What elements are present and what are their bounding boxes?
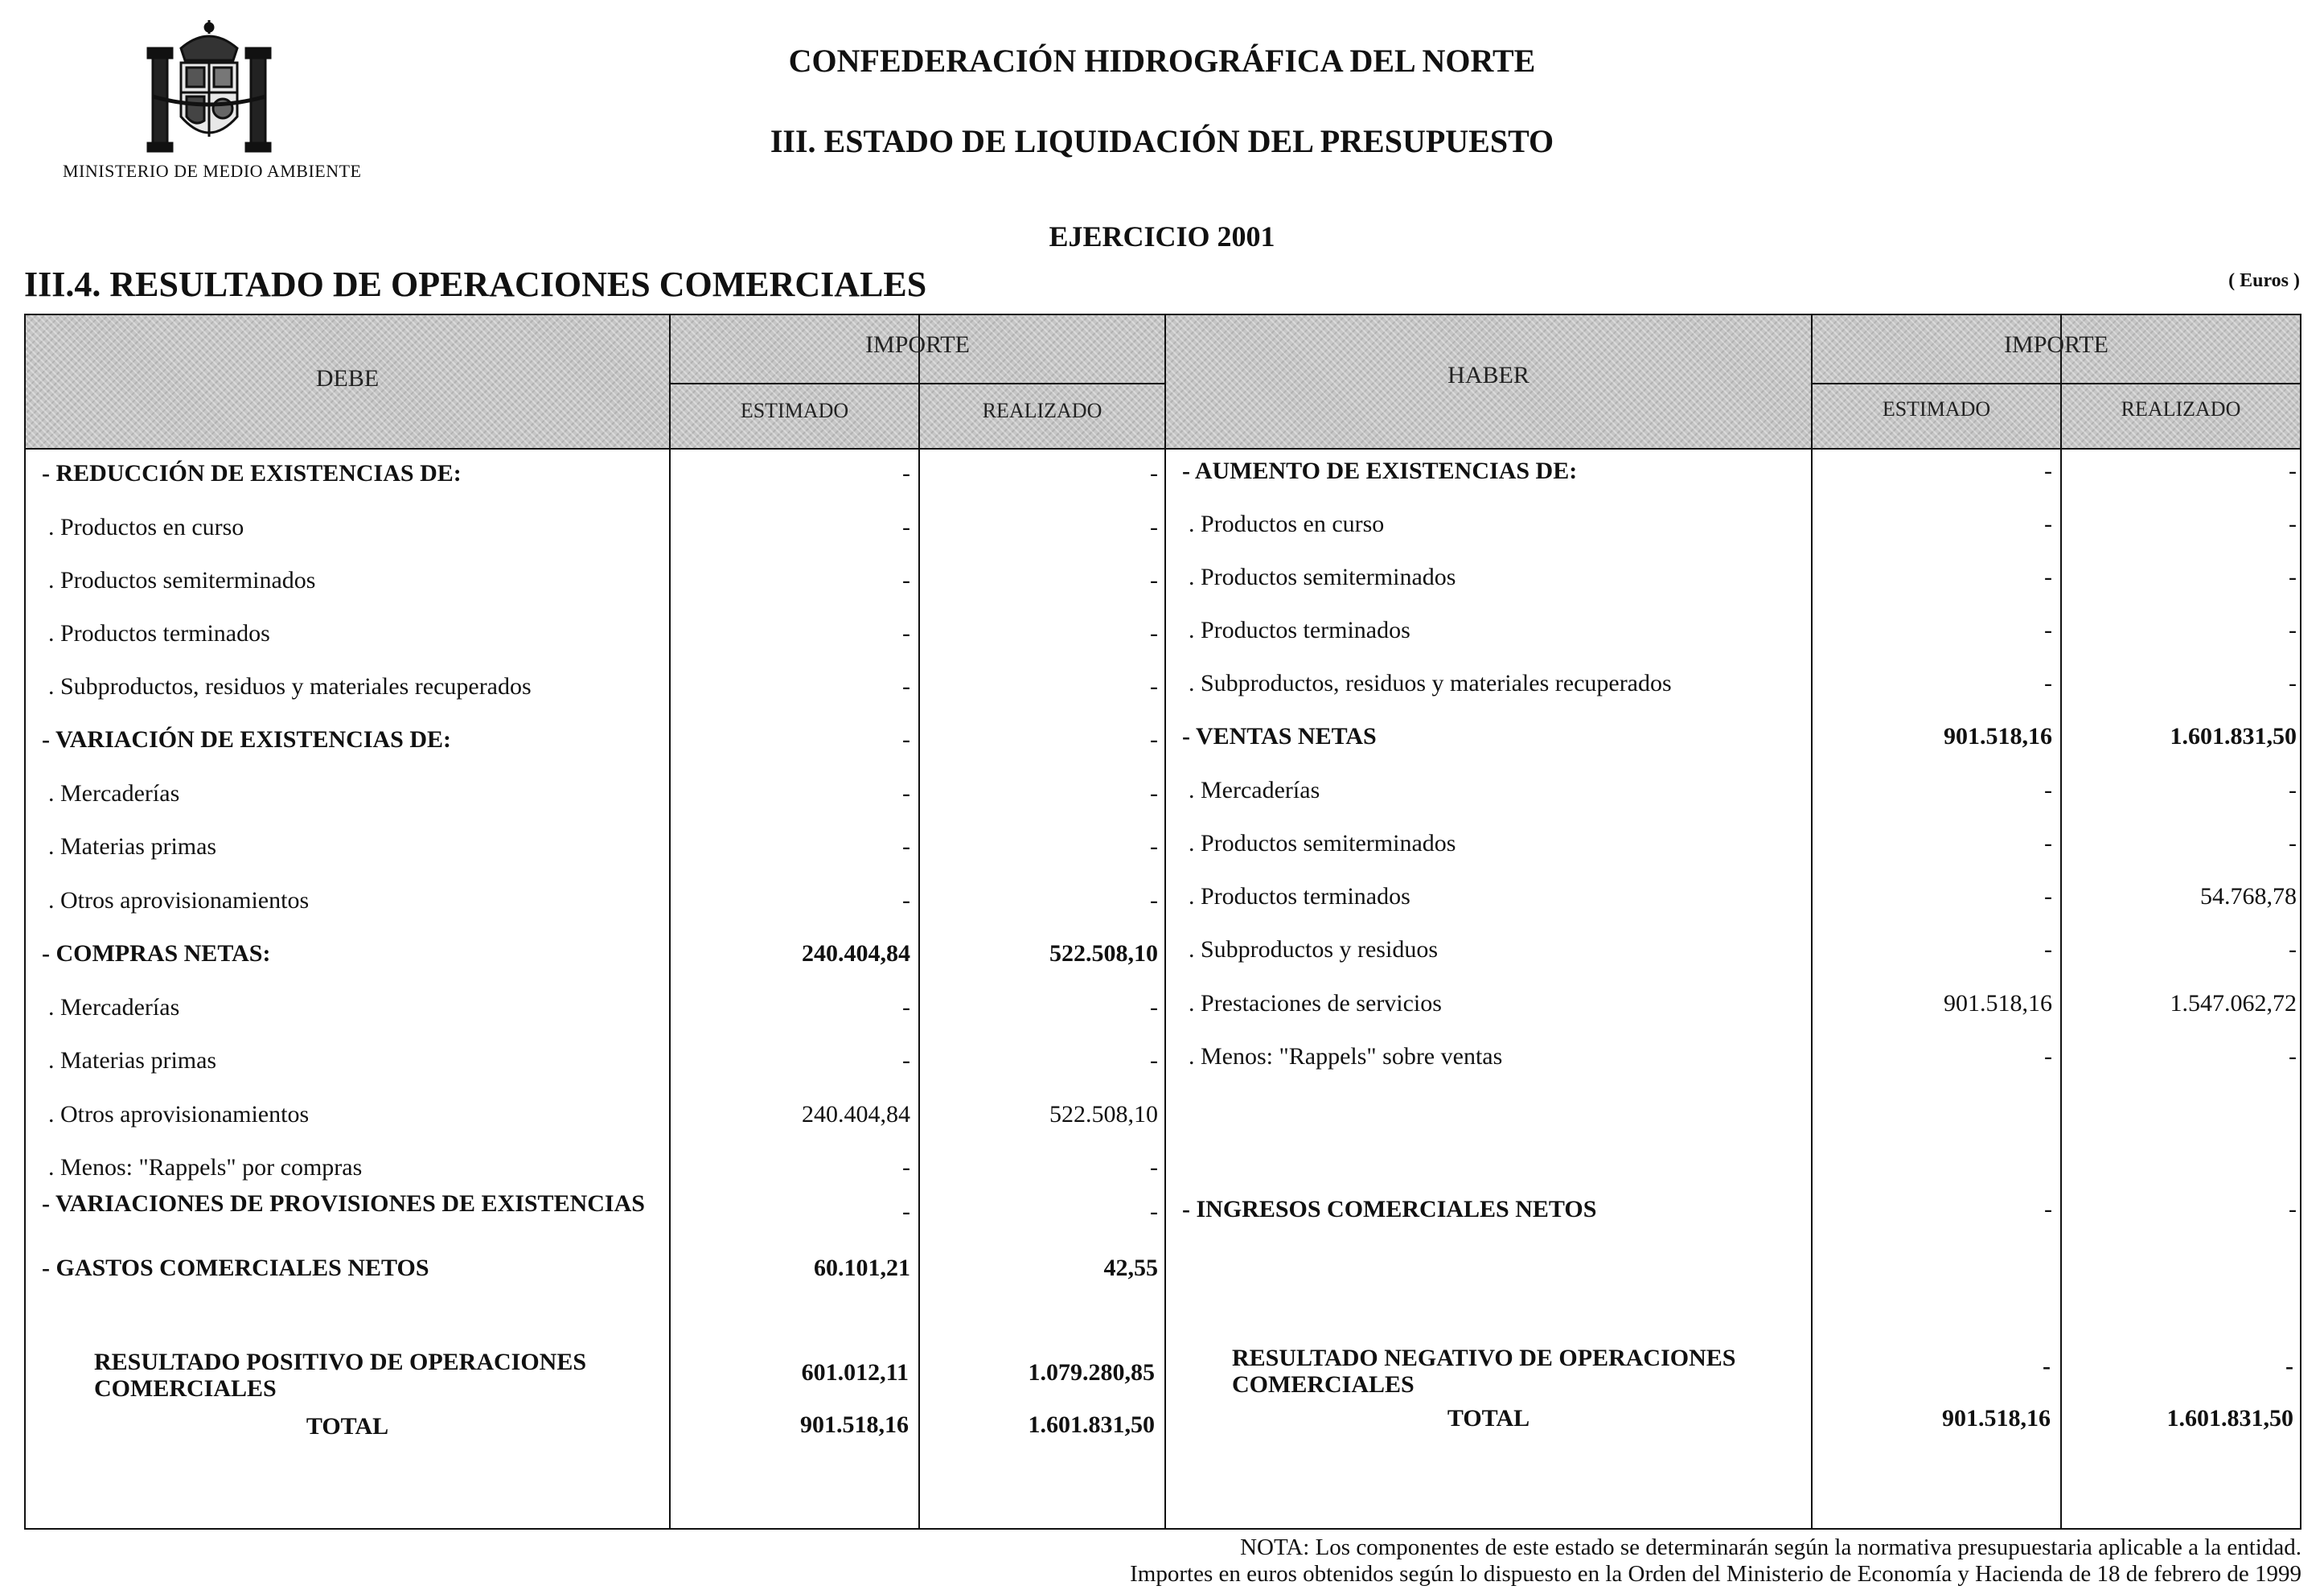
haber-result-realizado: - (2285, 1353, 2293, 1379)
debe-row-label: - GASTOS COMERCIALES NETOS (42, 1255, 429, 1281)
haber-row-label: . Subproductos y residuos (1189, 936, 1438, 963)
haber-row-realizado: - (2289, 1196, 2297, 1222)
header-haber: HABER (1447, 362, 1529, 388)
debe-row-label: - REDUCCIÓN DE EXISTENCIAS DE: (42, 460, 462, 487)
haber-row-estimado: - (2044, 670, 2052, 696)
debe-row-realizado: - (1150, 567, 1158, 594)
debe-row-realizado: 522.508,10 (1049, 1101, 1158, 1128)
haber-row-estimado: - (2044, 883, 2052, 910)
haber-row-realizado: 1.601.831,50 (2170, 723, 2297, 750)
debe-row-estimado: 240.404,84 (802, 1101, 910, 1128)
debe-total-realizado: 1.601.831,50 (1028, 1411, 1155, 1438)
debe-row-estimado: - (902, 833, 910, 860)
haber-row-label: - INGRESOS COMERCIALES NETOS (1182, 1196, 1597, 1222)
results-table (24, 314, 2301, 1530)
header-importe-haber: IMPORTE (2004, 331, 2108, 358)
haber-row-label: . Productos semiterminados (1189, 564, 1456, 590)
haber-row-estimado: 901.518,16 (1944, 723, 2052, 750)
haber-row-label: . Productos terminados (1189, 883, 1410, 910)
haber-row-estimado: - (2044, 617, 2052, 643)
debe-row-realizado: - (1150, 1154, 1158, 1181)
haber-row-label: . Mercaderías (1189, 777, 1320, 803)
haber-row-estimado: - (2044, 511, 2052, 537)
debe-row-realizado: - (1150, 726, 1158, 753)
coat-of-arms-logo (137, 16, 281, 161)
haber-row-label: . Menos: "Rappels" sobre ventas (1189, 1043, 1503, 1070)
statement-title: III. ESTADO DE LIQUIDACIÓN DEL PRESUPUESTO (770, 123, 1554, 159)
header-importe-debe: IMPORTE (865, 331, 970, 358)
haber-row-realizado: - (2289, 670, 2297, 696)
debe-total-label: TOTAL (306, 1413, 389, 1440)
haber-row-realizado: 54.768,78 (2200, 883, 2297, 910)
debe-row-realizado: - (1150, 780, 1158, 807)
debe-row-realizado: - (1150, 673, 1158, 700)
debe-row-label: . Mercaderías (48, 780, 180, 807)
header-estimado-debe: ESTIMADO (740, 399, 849, 422)
haber-row-label: - AUMENTO DE EXISTENCIAS DE: (1182, 458, 1578, 484)
haber-row-label: . Subproductos, residuos y materiales recuperados (1189, 670, 1672, 696)
debe-row-realizado: - (1150, 994, 1158, 1021)
haber-row-realizado: - (2289, 458, 2297, 484)
haber-row-label: . Productos semiterminados (1189, 830, 1456, 857)
haber-row-realizado: - (2289, 777, 2297, 803)
haber-row-realizado: - (2289, 1043, 2297, 1070)
haber-row-estimado: - (2044, 830, 2052, 857)
header-realizado-debe: REALIZADO (982, 399, 1102, 422)
debe-row-label: . Otros aprovisionamientos (48, 887, 310, 914)
debe-row-estimado: - (902, 514, 910, 540)
header-debe: DEBE (315, 365, 380, 392)
haber-row-realizado: - (2289, 564, 2297, 590)
debe-row-estimado: 60.101,21 (814, 1255, 910, 1281)
haber-row-estimado: - (2044, 458, 2052, 484)
footnote-nota: NOTA: Los componentes de este estado se determinarán según la normativa presupuestaria aplicable a la entidad. (1240, 1534, 2301, 1560)
haber-row-estimado: - (2044, 564, 2052, 590)
haber-total-estimado: 901.518,16 (1942, 1405, 2051, 1432)
debe-row-realizado: - (1150, 887, 1158, 914)
debe-row-label: . Mercaderías (48, 994, 180, 1021)
debe-total-estimado: 901.518,16 (800, 1411, 909, 1438)
fiscal-year: EJERCICIO 2001 (1049, 220, 1275, 253)
debe-result-estimado: 601.012,11 (801, 1359, 909, 1386)
debe-row-realizado: - (1150, 460, 1158, 487)
haber-row-estimado: - (2044, 936, 2052, 963)
debe-row-label: . Productos terminados (48, 620, 270, 647)
haber-row-realizado: - (2289, 830, 2297, 857)
haber-total-realizado: 1.601.831,50 (2166, 1405, 2293, 1432)
debe-row-label: - COMPRAS NETAS: (42, 940, 271, 967)
footnote (804, 1534, 2301, 1588)
debe-row-label: . Materias primas (48, 1047, 217, 1074)
footnote-importes: Importes en euros obtenidos según lo dispuesto en la Orden del Ministerio de Economía y Hacienda de 18 de febrero de 1999 (1130, 1561, 2301, 1587)
haber-result-estimado: - (2043, 1353, 2051, 1379)
ministry-name: MINISTERIO DE MEDIO AMBIENTE (63, 161, 362, 181)
currency-units: ( Euros ) (2228, 270, 2300, 291)
debe-row-estimado: 240.404,84 (802, 940, 910, 967)
haber-row-realizado: - (2289, 511, 2297, 537)
header-estimado-haber: ESTIMADO (1882, 397, 1991, 421)
debe-row-realizado: 42,55 (1103, 1255, 1158, 1281)
debe-row-estimado: - (902, 460, 910, 487)
header-realizado-haber: REALIZADO (2121, 397, 2241, 421)
haber-row-label: . Productos terminados (1189, 617, 1410, 643)
haber-row-realizado: - (2289, 617, 2297, 643)
haber-row-estimado: - (2044, 1196, 2052, 1222)
haber-row-estimado: 901.518,16 (1944, 990, 2052, 1017)
debe-row-estimado: - (902, 1198, 910, 1225)
debe-row-estimado: - (902, 994, 910, 1021)
debe-row-realizado: 522.508,10 (1049, 940, 1158, 967)
debe-row-estimado: - (902, 567, 910, 594)
haber-row-label: - VENTAS NETAS (1182, 723, 1377, 750)
debe-row-realizado: - (1150, 1198, 1158, 1225)
debe-row-label: . Materias primas (48, 833, 217, 860)
haber-row-estimado: - (2044, 1043, 2052, 1070)
debe-row-label: . Menos: "Rappels" por compras (48, 1154, 363, 1181)
debe-row-label: . Productos en curso (48, 514, 244, 540)
haber-row-label: . Prestaciones de servicios (1189, 990, 1442, 1017)
debe-row-estimado: - (902, 1154, 910, 1181)
section-title: III.4. RESULTADO DE OPERACIONES COMERCIALES (24, 265, 927, 304)
debe-row-label: . Subproductos, residuos y materiales recuperados (48, 673, 532, 700)
debe-result-label: RESULTADO POSITIVO DE OPERACIONES COMERCIALES (94, 1349, 587, 1402)
debe-result-realizado: 1.079.280,85 (1028, 1359, 1155, 1386)
debe-row-estimado: - (902, 620, 910, 647)
debe-row-realizado: - (1150, 1047, 1158, 1074)
debe-row-estimado: - (902, 726, 910, 753)
haber-row-realizado: - (2289, 936, 2297, 963)
haber-result-label: RESULTADO NEGATIVO DE OPERACIONES COMERCIALES (1232, 1345, 1736, 1398)
haber-row-label: . Productos en curso (1189, 511, 1385, 537)
haber-row-realizado: 1.547.062,72 (2170, 990, 2297, 1017)
debe-row-estimado: - (902, 887, 910, 914)
debe-row-estimado: - (902, 780, 910, 807)
debe-row-label: - VARIACIONES DE PROVISIONES DE EXISTENCIAS (42, 1190, 645, 1217)
haber-total-label: TOTAL (1447, 1405, 1530, 1432)
debe-row-label: - VARIACIÓN DE EXISTENCIAS DE: (42, 726, 452, 753)
debe-row-estimado: - (902, 673, 910, 700)
debe-row-realizado: - (1150, 620, 1158, 647)
debe-row-realizado: - (1150, 833, 1158, 860)
organization-title: CONFEDERACIÓN HIDROGRÁFICA DEL NORTE (788, 43, 1536, 79)
debe-row-estimado: - (902, 1047, 910, 1074)
debe-row-realizado: - (1150, 514, 1158, 540)
debe-row-label: . Otros aprovisionamientos (48, 1101, 310, 1128)
debe-row-label: . Productos semiterminados (48, 567, 316, 594)
haber-row-estimado: - (2044, 777, 2052, 803)
